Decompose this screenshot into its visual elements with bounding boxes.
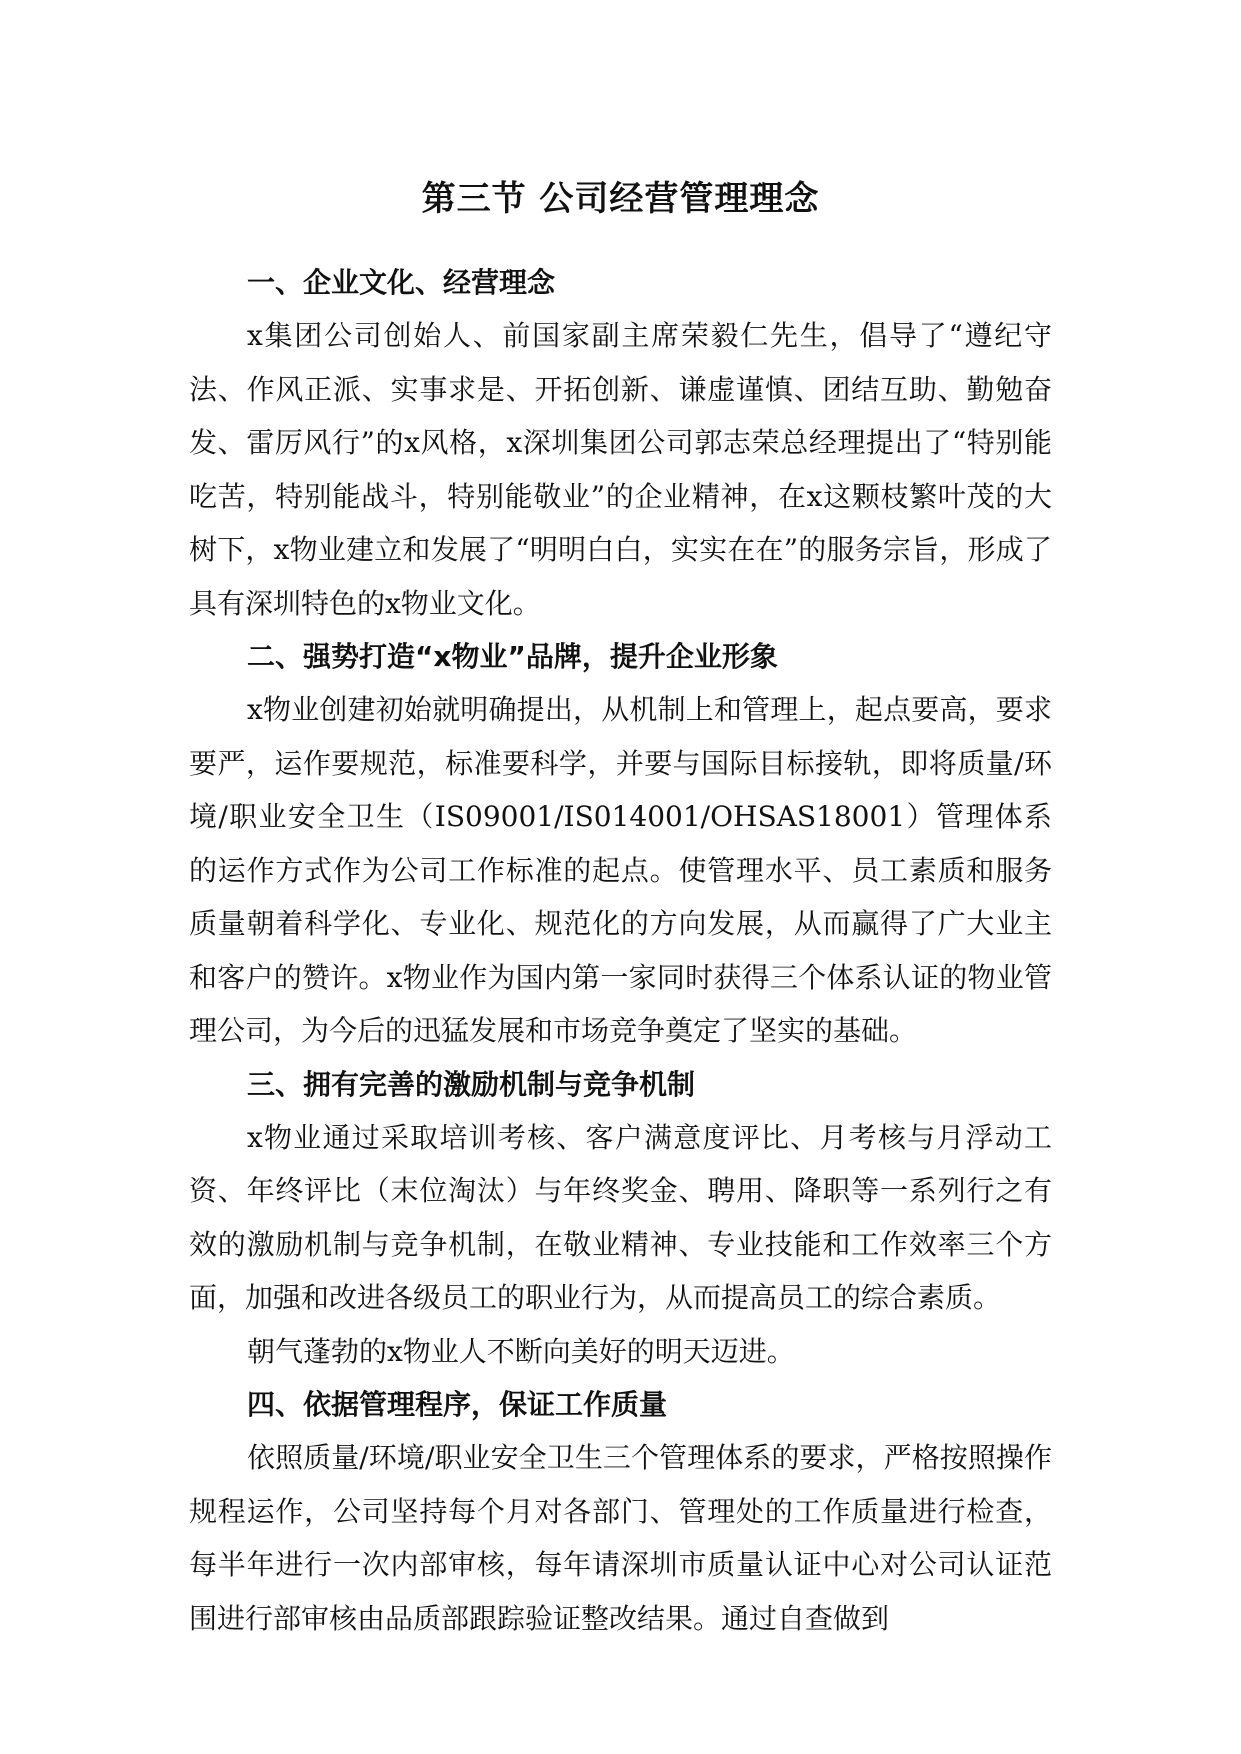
section-heading: 一、企业文化、经营理念 — [247, 266, 556, 299]
section-heading: 三、拥有完善的激励机制与竞争机制 — [247, 1067, 696, 1101]
page-title: 第三节 公司经营管理理念 — [421, 178, 820, 219]
paragraph: x物业通过采取培训考核、客户满意度评比、月考核与月浮动工资、年终评比（末位淘汰）与年终奖金、聘用、降职等一系列行之有效的激励机制与竞争机制，在敬业精神、专业技能和工作效率三个方面，加强和改进各级员工的职业行为，从而提高员工的综合素质。 — [189, 1120, 1052, 1314]
document-body — [189, 256, 1052, 1645]
section-heading: 二、强势打造“x物业”品牌，提升企业形象 — [247, 640, 778, 673]
section-culture — [189, 256, 1052, 630]
paragraph: x集团公司创始人、前国家副主席荣毅仁先生，倡导了“遵纪守法、作风正派、实事求是、开拓创新、谦虚谨慎、团结互助、勤勉奋发、雷厉风行”的x风格，x深圳集团公司郭志荣总经理提出了“特别能吃苦，特别能战斗，特别能敬业”的企业精神，在x这颗枝繁叶茂的大树下，x物业建立和发展了“明明白白，实实在在”的服务宗旨，形成了具有深圳特色的x物业文化。 — [189, 319, 1052, 620]
paragraph: x物业创建初始就明确提出，从机制上和管理上，起点要高，要求要严，运作要规范，标准要科学，并要与国际目标接轨，即将质量/环境/职业安全卫生（IS09001/IS014001/OHSAS18001）管理体系的运作方式作为公司工作标准的起点。使管理水平、员工素质和服务质量朝着科学化、专业化、规范化的方向发展，从而赢得了广大业主和客户的赞许。x物业作为国内第一家同时获得三个体系认证的物业管理公司，为今后的迅猛发展和市场竞争奠定了坚实的基础。 — [189, 693, 1052, 1047]
section-incentive — [189, 1058, 1052, 1379]
section-heading: 四、依据管理程序，保证工作质量 — [247, 1388, 668, 1421]
section-procedure — [189, 1378, 1052, 1645]
paragraph: 依照质量/环境/职业安全卫生三个管理体系的要求，严格按照操作规程运作，公司坚持每个月对各部门、管理处的工作质量进行检查，每半年进行一次内部审核，每年请深圳市质量认证中心对公司认证范围进行部审核由品质部跟踪验证整改结果。通过自查做到 — [189, 1441, 1052, 1635]
section-brand — [189, 630, 1052, 1058]
paragraph: 朝气蓬勃的x物业人不断向美好的明天迈进。 — [247, 1334, 795, 1368]
